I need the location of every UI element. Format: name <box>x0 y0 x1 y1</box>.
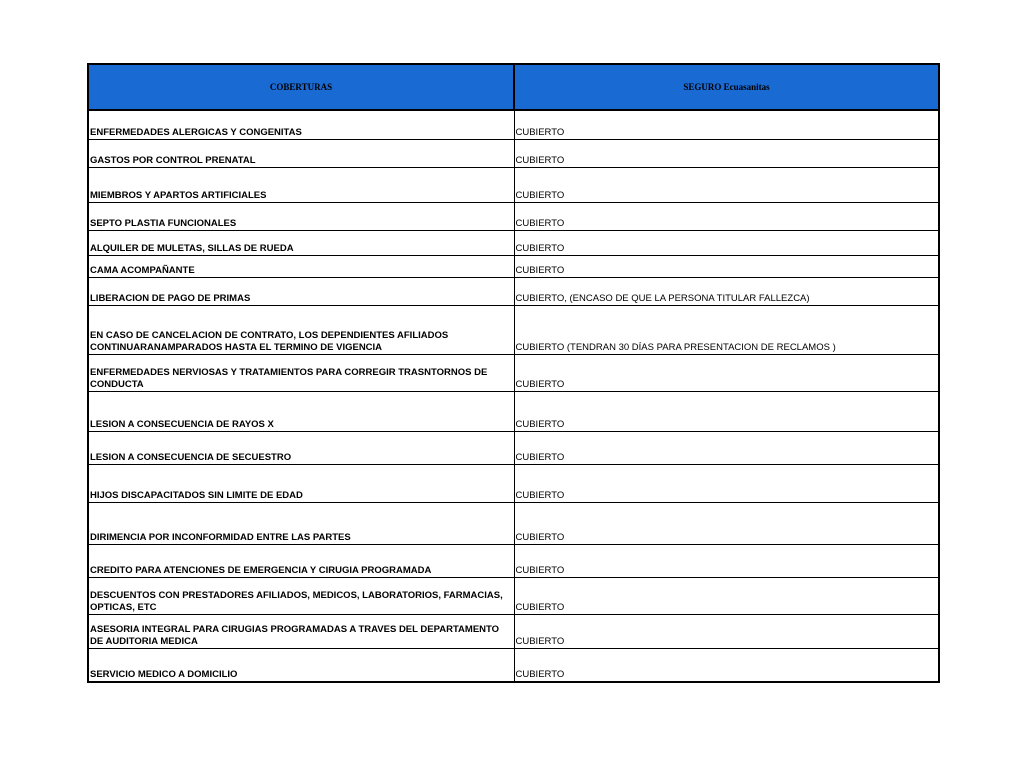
coverage-status: CUBIERTO <box>514 391 939 431</box>
coverage-name: MIEMBROS Y APARTOS ARTIFICIALES <box>88 167 514 202</box>
table-row <box>88 502 939 544</box>
coverage-name: SERVICIO MEDICO A DOMICILIO <box>88 648 514 682</box>
coverage-name: HIJOS DISCAPACITADOS SIN LIMITE DE EDAD <box>88 464 514 502</box>
header-seguro: SEGURO Ecuasanitas <box>514 64 939 110</box>
coverage-status: CUBIERTO <box>514 139 939 167</box>
coverage-name: ENFERMEDADES NERVIOSAS Y TRATAMIENTOS PARA CORREGIR TRASNTORNOS DE CONDUCTA <box>88 354 514 391</box>
table-row <box>88 431 939 464</box>
coverage-status: CUBIERTO <box>514 431 939 464</box>
coverage-status: CUBIERTO <box>514 202 939 230</box>
coverage-status: CUBIERTO <box>514 255 939 277</box>
coverage-status: CUBIERTO <box>514 354 939 391</box>
table-row <box>88 648 939 682</box>
coverage-name: EN CASO DE CANCELACION DE CONTRATO, LOS DEPENDIENTES AFILIADOS CONTINUARANAMPARADOS HASTA EL TERMINO DE VIGENCIA <box>88 305 514 354</box>
table-row <box>88 277 939 305</box>
table-row <box>88 464 939 502</box>
coverage-name: CREDITO PARA ATENCIONES DE EMERGENCIA Y CIRUGIA PROGRAMADA <box>88 544 514 577</box>
coverage-status: CUBIERTO <box>514 544 939 577</box>
coverage-name: LESION A CONSECUENCIA DE SECUESTRO <box>88 431 514 464</box>
coverage-name: DESCUENTOS CON PRESTADORES AFILIADOS, MEDICOS, LABORATORIOS, FARMACIAS, OPTICAS, ETC <box>88 577 514 614</box>
coverage-status: CUBIERTO <box>514 230 939 255</box>
coverage-name: CAMA ACOMPAÑANTE <box>88 255 514 277</box>
coverage-name: LIBERACION DE PAGO DE PRIMAS <box>88 277 514 305</box>
table-row <box>88 255 939 277</box>
coverage-table <box>87 63 940 683</box>
table-row <box>88 202 939 230</box>
coverage-status: CUBIERTO (TENDRAN 30 DÍAS PARA PRESENTACION DE RECLAMOS ) <box>514 305 939 354</box>
table-row <box>88 230 939 255</box>
coverage-status: CUBIERTO <box>514 167 939 202</box>
table-row <box>88 391 939 431</box>
table-row <box>88 139 939 167</box>
coverage-name: GASTOS POR CONTROL PRENATAL <box>88 139 514 167</box>
coverage-name: ENFERMEDADES ALERGICAS Y CONGENITAS <box>88 110 514 139</box>
coverage-name: ASESORIA INTEGRAL PARA CIRUGIAS PROGRAMADAS A TRAVES DEL DEPARTAMENTO DE AUDITORIA MEDICA <box>88 614 514 648</box>
coverage-name: ALQUILER DE MULETAS, SILLAS DE RUEDA <box>88 230 514 255</box>
header-row <box>88 64 939 110</box>
coverage-status: CUBIERTO <box>514 502 939 544</box>
coverage-status: CUBIERTO <box>514 614 939 648</box>
coverage-status: CUBIERTO <box>514 110 939 139</box>
table-row <box>88 354 939 391</box>
table-row <box>88 544 939 577</box>
table-row <box>88 577 939 614</box>
table-row <box>88 305 939 354</box>
header-coberturas: COBERTURAS <box>88 64 514 110</box>
coverage-status: CUBIERTO <box>514 577 939 614</box>
coverage-status: CUBIERTO, (ENCASO DE QUE LA PERSONA TITULAR FALLEZCA) <box>514 277 939 305</box>
coverage-name: LESION A CONSECUENCIA DE RAYOS X <box>88 391 514 431</box>
table-row <box>88 110 939 139</box>
coverage-name: SEPTO PLASTIA FUNCIONALES <box>88 202 514 230</box>
table-row <box>88 167 939 202</box>
table-row <box>88 614 939 648</box>
coverage-name: DIRIMENCIA POR INCONFORMIDAD ENTRE LAS PARTES <box>88 502 514 544</box>
coverage-status: CUBIERTO <box>514 648 939 682</box>
coverage-status: CUBIERTO <box>514 464 939 502</box>
